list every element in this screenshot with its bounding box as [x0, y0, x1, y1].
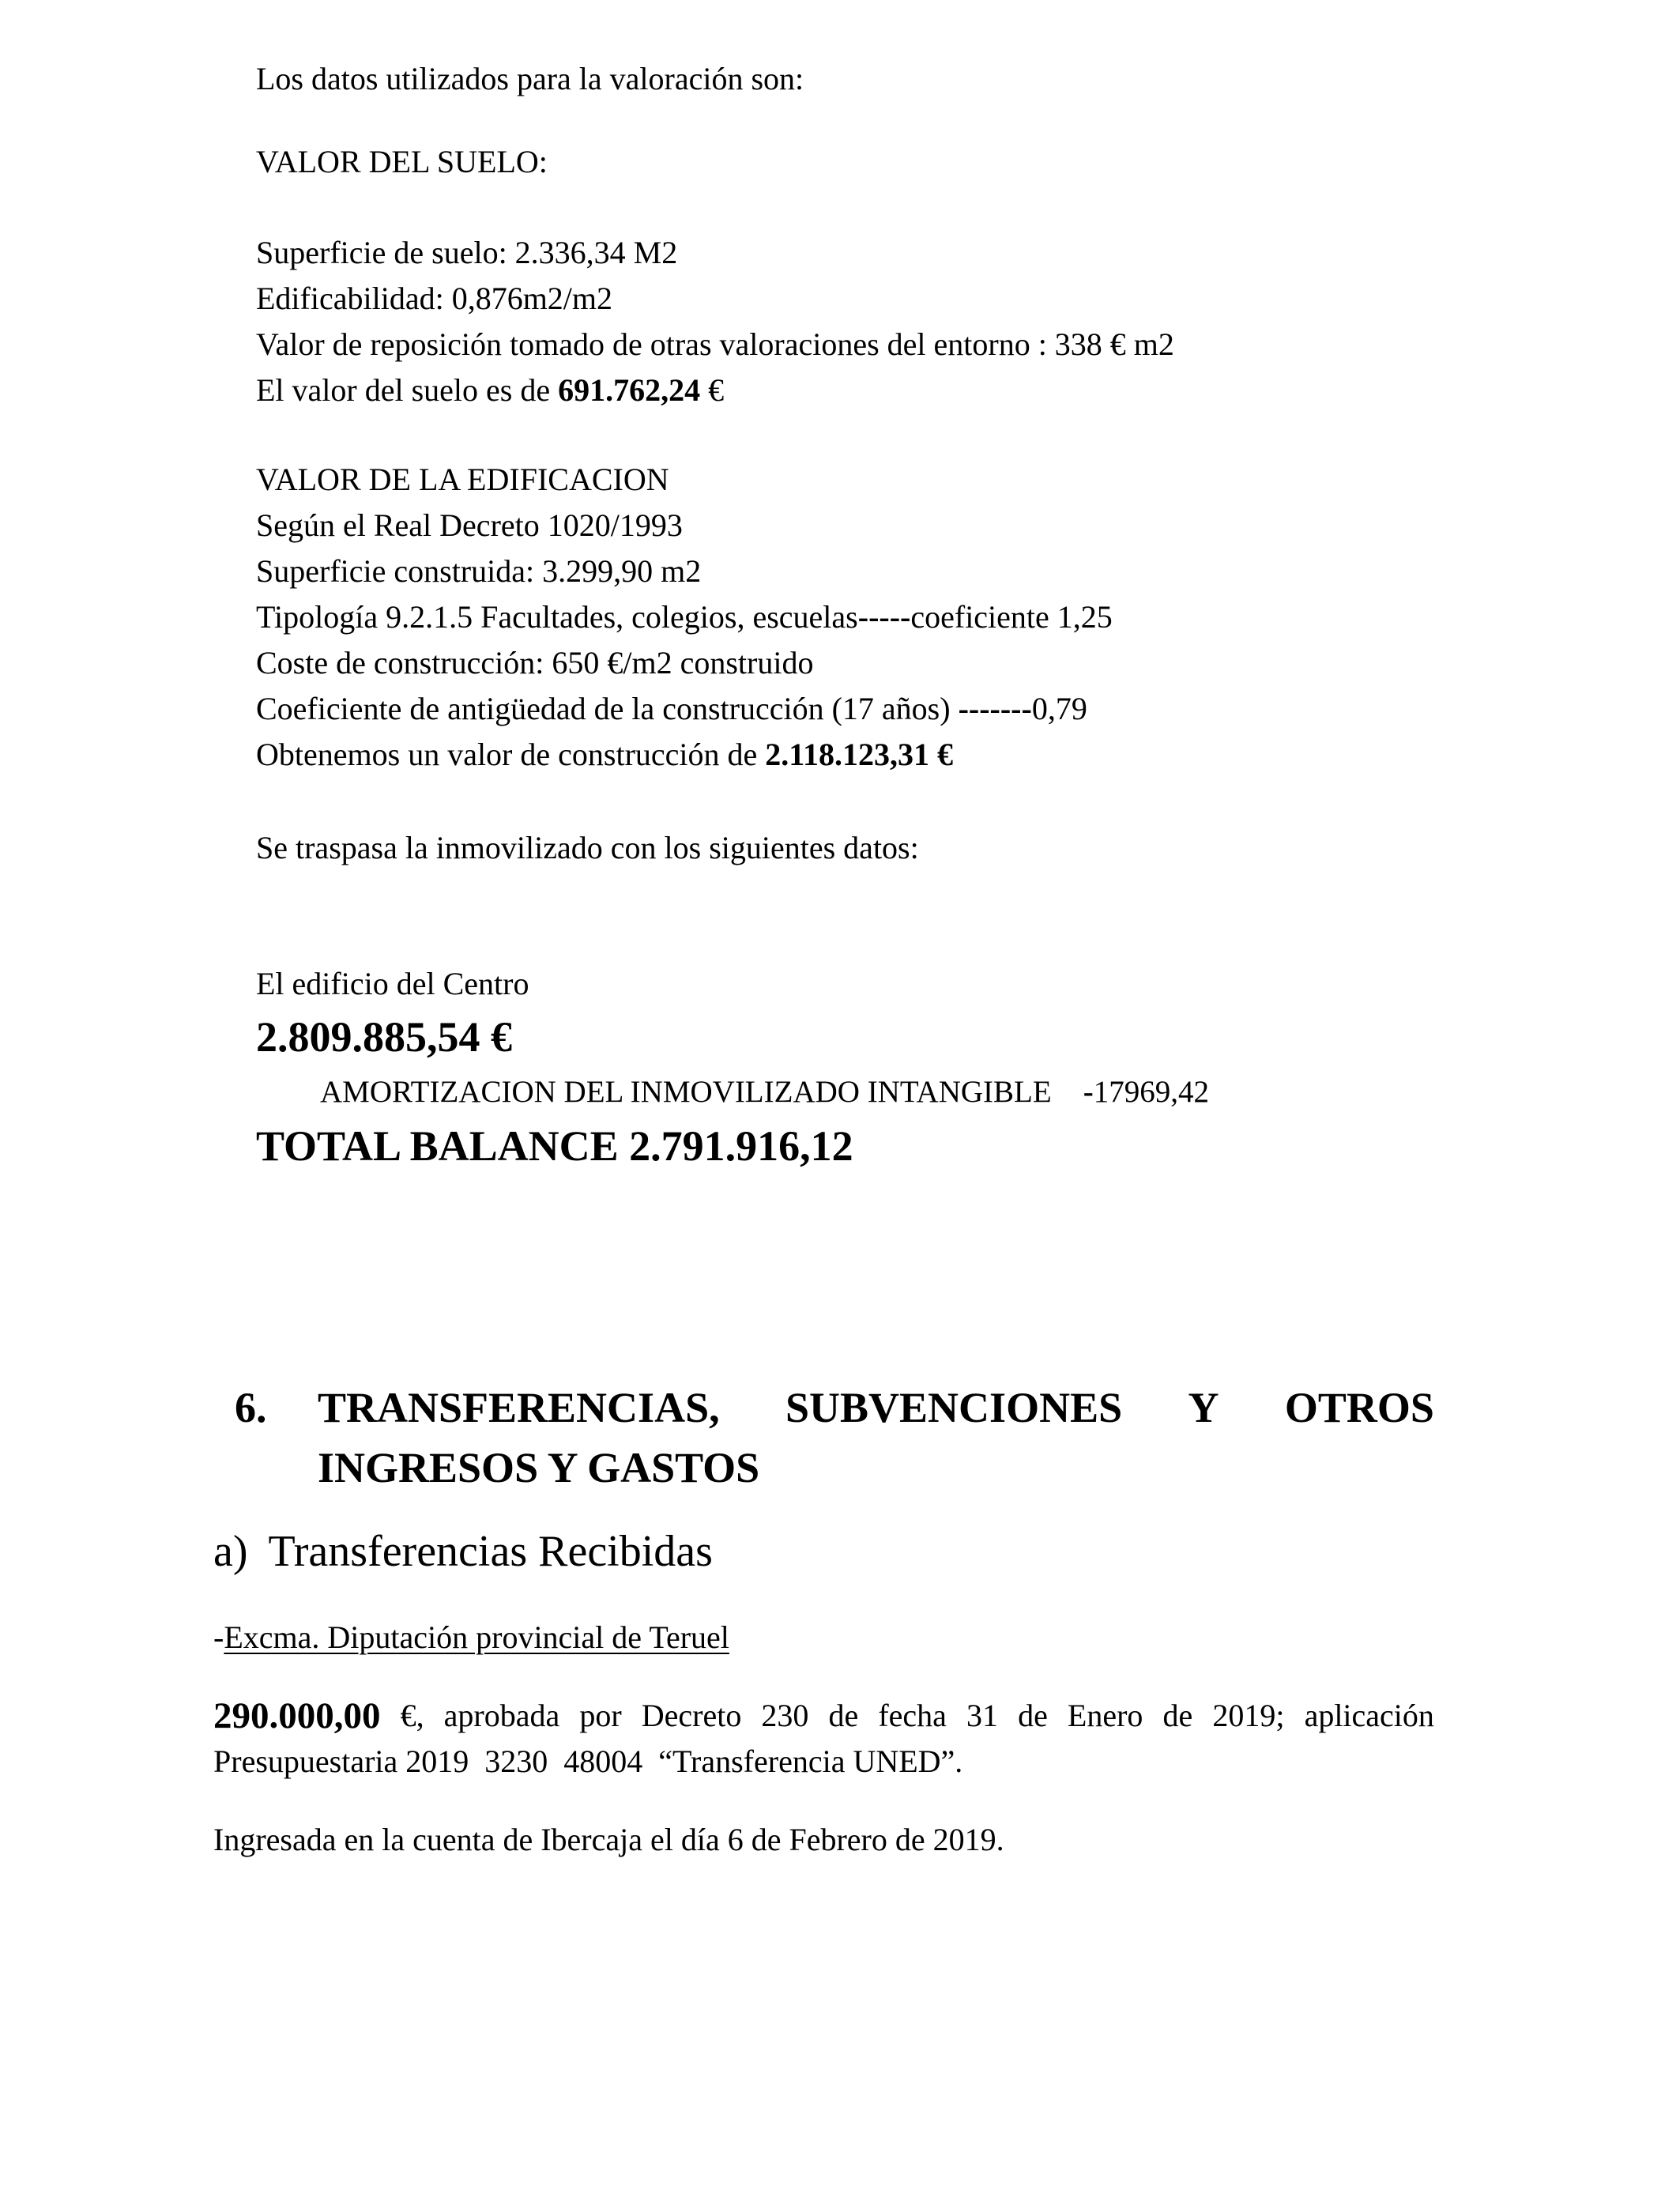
- aprobacion-line2: Presupuestaria 2019 3230 48004 “Transferencia UNED”.: [213, 1744, 963, 1779]
- suelo-valor-prefix: El valor del suelo es de: [256, 372, 559, 408]
- subsection-title: Transferencias Recibidas: [268, 1527, 713, 1576]
- section-title-line2: INGRESOS Y GASTOS: [318, 1444, 760, 1491]
- total-balance: TOTAL BALANCE 2.791.916,12: [256, 1122, 853, 1170]
- aprobacion-word: Enero: [1067, 1698, 1143, 1733]
- aprobacion-word: €,: [400, 1698, 424, 1733]
- aprobacion-word: de: [828, 1698, 859, 1733]
- edificacion-tipologia: [256, 598, 1113, 637]
- section-title-word: TRANSFERENCIAS,: [318, 1384, 720, 1431]
- aprobacion-word: de: [1018, 1698, 1048, 1733]
- aprobacion-word: aplicación: [1304, 1698, 1434, 1733]
- aprobacion-line1: [213, 1693, 1434, 1739]
- aprobacion-word: 31: [966, 1698, 998, 1733]
- edificacion-superficie: Superficie construida: 3.299,90 m2: [256, 553, 702, 589]
- entity-line: [213, 1618, 729, 1657]
- amortizacion-label: AMORTIZACION DEL INMOVILIZADO INTANGIBLE: [320, 1075, 1052, 1109]
- section-number: 6.: [235, 1384, 267, 1431]
- suelo-valor: [256, 371, 724, 410]
- edificio-amount: 2.809.885,54 €: [256, 1013, 512, 1061]
- subsection-a-heading: [213, 1525, 713, 1578]
- tipologia-suffix: coeficiente 1,25: [910, 599, 1113, 635]
- intro-text: Los datos utilizados para la valoración son:: [256, 61, 804, 96]
- subsection-marker: a): [213, 1527, 248, 1576]
- antiguedad-dashes: -------: [958, 691, 1032, 726]
- antiguedad-suffix: 0,79: [1031, 691, 1087, 726]
- amortizacion-dash: -: [1083, 1075, 1094, 1109]
- tipologia-prefix: Tipología 9.2.1.5 Facultades, colegios, escuelas: [256, 599, 858, 635]
- antiguedad-prefix: Coeficiente de antigüedad de la construcción (17 años): [256, 691, 959, 726]
- section-6-heading-line1: [0, 1377, 1680, 1440]
- section-title-line1: [318, 1377, 1434, 1438]
- suelo-valor-amount: 691.762,24: [558, 372, 701, 408]
- section-title-word: OTROS: [1284, 1384, 1434, 1431]
- edificacion-decreto: Según el Real Decreto 1020/1993: [256, 507, 683, 543]
- suelo-reposicion: Valor de reposición tomado de otras valoraciones del entorno : 338 € m2: [256, 326, 1174, 362]
- obtenemos-prefix: Obtenemos un valor de construcción de: [256, 737, 766, 772]
- traspaso-text: Se traspasa la inmovilizado con los siguientes datos:: [256, 830, 919, 865]
- aprobacion-paragraph: [213, 1693, 1434, 1785]
- suelo-superficie: Superficie de suelo: 2.336,34 M2: [256, 235, 678, 270]
- section-title-word: SUBVENCIONES: [785, 1384, 1123, 1431]
- edificacion-heading: VALOR DE LA EDIFICACION: [256, 462, 669, 497]
- aprobacion-word: fecha: [878, 1698, 947, 1733]
- entity-name: Excma. Diputación provincial de Teruel: [224, 1619, 729, 1655]
- aprobacion-amount: 290.000,00: [213, 1695, 381, 1736]
- edificacion-obtenemos: [256, 735, 953, 775]
- aprobacion-word: 230: [761, 1698, 809, 1733]
- aprobacion-word: Decreto: [641, 1698, 742, 1733]
- suelo-heading: VALOR DEL SUELO:: [256, 144, 548, 179]
- entity-dash: -: [213, 1619, 224, 1655]
- aprobacion-word: por: [579, 1698, 622, 1733]
- suelo-edificabilidad: Edificabilidad: 0,876m2/m2: [256, 281, 613, 316]
- edificacion-coste: Coste de construcción: 650 €/m2 construido: [256, 645, 814, 680]
- obtenemos-amount: 2.118.123,31 €: [765, 737, 954, 772]
- tipologia-dashes: -----: [857, 599, 911, 635]
- aprobacion-word: 2019;: [1212, 1698, 1285, 1733]
- amortizacion-line: [320, 1072, 1209, 1112]
- edificio-label: El edificio del Centro: [256, 966, 529, 1001]
- section-title-word: Y: [1188, 1384, 1219, 1431]
- aprobacion-word: de: [1162, 1698, 1193, 1733]
- aprobacion-word: aprobada: [443, 1698, 560, 1733]
- suelo-valor-suffix: €: [700, 372, 725, 408]
- ingresada-text: Ingresada en la cuenta de Ibercaja el día 6 de Febrero de 2019.: [213, 1822, 1004, 1857]
- edificacion-antiguedad: [256, 689, 1087, 729]
- amortizacion-value: 17969,42: [1093, 1075, 1209, 1109]
